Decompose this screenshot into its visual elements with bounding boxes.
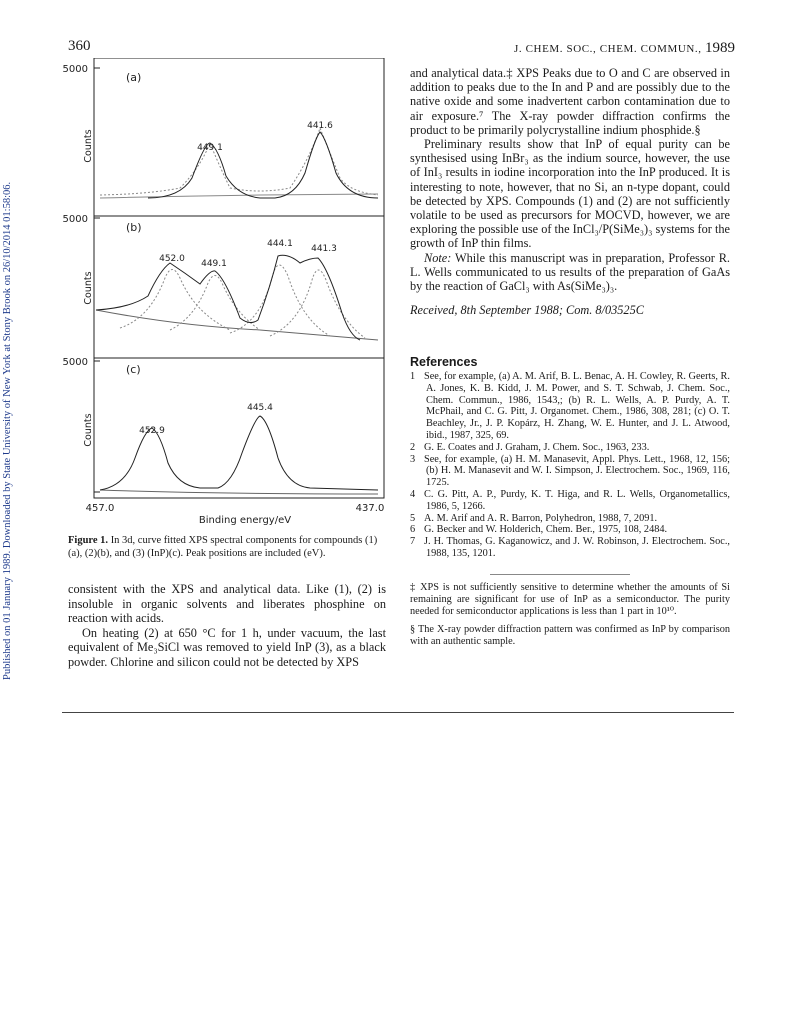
panel-b-ytick: 5000 (62, 214, 88, 225)
panel-a-peak-1 (148, 132, 378, 198)
reference-item: 6 G. Becker and W. Holderich, Chem. Ber., 1975, 108, 2484. (410, 524, 668, 536)
left-paragraph-2: On heating (2) at 650 °C for 1 h, under vacuum, the last equivalent of Me₃SiCl was removed to yield InP (3), as a black powder. Chlorine and silicon could not be detected by XPS (68, 625, 386, 669)
panel-b-label: (b) (126, 221, 142, 234)
note-text: While this manuscript was in preparation, Professor R. L. Wells communicated to us results of the preparation of GaAs by the reaction of GaCl₃ with As(SiMe₃)₃. (410, 250, 730, 294)
panel-c-peak-label-2: 445.4 (247, 403, 273, 413)
panel-b-dotted-1 (120, 270, 230, 331)
caption-text: In 3d, curve fitted XPS spectral components for compounds (1)(a), (2)(b), and (3) (InP)(c). Peak positions are included (eV). (68, 535, 378, 559)
panel-c-label: (c) (126, 363, 141, 376)
reference-item: 1 See, for example, (a) A. M. Arif, B. L. Benac, A. H. Cowley, R. Geerts, R. A. Jones, K. B. Kidd, J. M. Power, and S. T. Schwab, J. Chem. Soc., Chem. Commun., 1986, 1543,; (b) R. L. Wells, A. P. Purdy, A. T. McPhail, and C. G. Pitt, J. Organomet. Chem., 1986, 308, 281; (c) O. T. Beachley, Jr., J. P. Kopárz, H. Zhang, W. E. Hunter, and J. L. Atwood, ibid., 1987, 325, 69. (410, 371, 730, 441)
download-notice: Published on 01 January 1989. Downloaded by State University of New York at Stony Brook on 26/10/2014 01:58:06. (2, 181, 13, 680)
footnotes (410, 582, 730, 654)
panel-a-ylabel: Counts (83, 129, 94, 163)
right-column-text (410, 66, 730, 293)
reference-item: 7 J. H. Thomas, G. Kaganowicz, and J. W. Robinson, J. Electrochem. Soc., 1988, 135, 1201. (410, 536, 730, 559)
panel-b-dotted-4 (270, 270, 365, 338)
panel-c-frame (94, 358, 384, 498)
panel-b-dotted-3 (230, 265, 330, 336)
panel-b-peak-label-4: 441.3 (311, 244, 337, 254)
panel-c-ytick: 5000 (62, 357, 88, 368)
left-column-text (68, 582, 386, 670)
left-paragraph-1: consistent with the XPS and analytical data. Like (1), (2) is insoluble in organic solvents and liberates phosphine on reaction with acids. (68, 582, 386, 626)
panel-b-envelope (96, 255, 360, 340)
right-paragraph-3 (410, 251, 730, 294)
note-label: Note: (424, 250, 452, 265)
panel-a-ytick: 5000 (62, 64, 88, 75)
references-list (410, 371, 730, 560)
page-bottom-rule (62, 712, 734, 713)
reference-item: 5 A. M. Arif and A. R. Barron, Polyhedron, 1988, 7, 2091. (410, 512, 658, 524)
journal-year: 1989 (705, 40, 735, 56)
x-tick-right: 437.0 (355, 503, 385, 514)
footnote-divider (490, 574, 630, 575)
panel-a-peak-label-1: 449.1 (197, 143, 223, 153)
x-axis-label: Binding energy/eV (198, 515, 292, 526)
panel-a-peak-label-2: 441.6 (307, 121, 333, 131)
panel-a-dotted (100, 128, 378, 195)
panel-b-baseline (96, 310, 378, 340)
reference-item: 4 C. G. Pitt, A. P., Purdy, K. T. Higa, and R. L. Wells, Organometallics, 1986, 5, 1266. (410, 488, 730, 512)
panel-b-peak-label-3: 444.1 (267, 239, 293, 249)
panel-b-peak-label-2: 449.1 (201, 259, 227, 269)
footnote-1: ‡ XPS is not sufficiently sensitive to determine whether the amounts of Si remaining are significant for use of InP as a semiconductor. The purity needed for semiconductor applications is less than 1 part in 10¹⁰. (410, 582, 730, 617)
x-tick-left: 457.0 (85, 503, 115, 514)
reference-item: 3 See, for example, (a) H. M. Manasevit, Appl. Phys. Lett., 1968, 12, 156; (b) H. M. Manasevit and W. I. Simpson, J. Electrochem. Soc., 1969, 116, 1725. (410, 453, 730, 489)
page-number: 360 (68, 38, 91, 54)
panel-b-peak-label-1: 452.0 (159, 254, 185, 264)
right-paragraph-2: Preliminary results show that InP of equal purity can be synthesised using InBr₃ as the indium source, however, the use of InI₃ results in iodine incorporation into the InP produced. It is interesting to note, however, that no Si, an n-type dopant, could be detected by XPS. Compounds (1) and (2) are not sufficiently volatile to be used as precursors for MOCVD, however, we are exploring the possible use of the InCl₃/P(SiMe₃)₃ systems for the growth of InP thin films. (410, 137, 730, 251)
panel-c-baseline (100, 490, 378, 494)
panel-c-peak-label-1: 452.9 (139, 426, 165, 436)
panel-a-label: (a) (126, 71, 142, 84)
panel-a-baseline (100, 194, 378, 198)
references-heading: References (410, 355, 478, 369)
caption-label: Figure 1. (68, 535, 109, 546)
figure-caption (68, 535, 388, 560)
panel-b-ylabel: Counts (83, 271, 94, 305)
panel-c-ylabel: Counts (83, 413, 94, 447)
footnote-2: § The X-ray powder diffraction pattern was confirmed as InP by comparison with an authentic sample. (410, 624, 730, 647)
right-paragraph-1: and analytical data.‡ XPS Peaks due to O and C are observed in addition to peaks due to the In and P and are possibly due to the native oxide and some inadvertent carbon contamination due to air exposure.⁷ The X-ray powder diffraction confirms the product to be primarily polycrystalline indium phosphide.§ (410, 66, 730, 137)
xps-figure (60, 58, 400, 530)
reference-item: 2 G. E. Coates and J. Graham, J. Chem. Soc., 1963, 233. (410, 441, 650, 453)
received-line: Received, 8th September 1988; Com. 8/03525C (410, 303, 644, 317)
running-head (514, 40, 735, 57)
journal-name: J. CHEM. SOC., CHEM. COMMUN., (514, 43, 702, 55)
